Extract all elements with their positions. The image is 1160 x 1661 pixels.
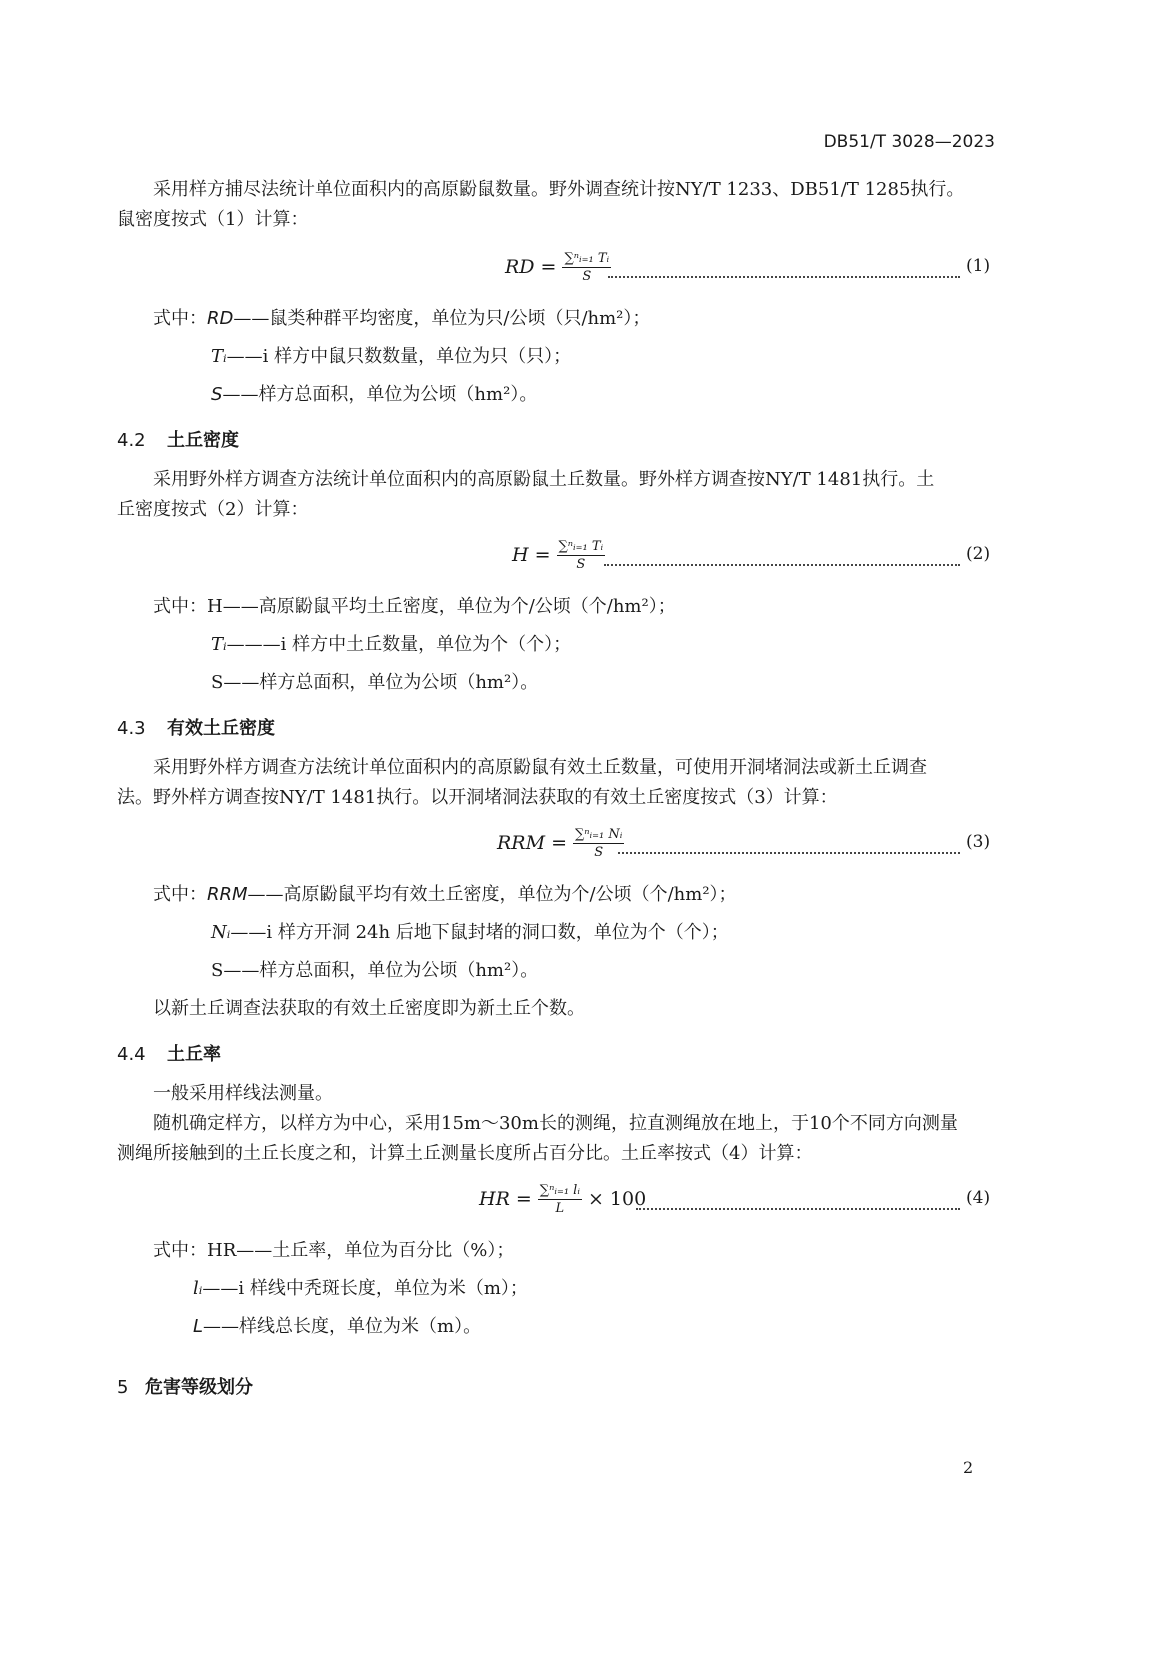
formula-3: RRM = $\frac{\text{∑ⁿᵢ₌₁ Nᵢ}}{S}$ (3): [497, 826, 991, 860]
formula-denominator: S: [582, 268, 592, 284]
formula-denominator: S: [594, 844, 604, 860]
formula-numerator: ∑ⁿᵢ₌₁ Nᵢ: [575, 826, 623, 842]
variable-definition: 式中：HR——土丘率，单位为百分比（%）；: [153, 1240, 515, 1261]
section-heading-4-3: 4.3 有效土丘密度: [117, 718, 275, 739]
formula-denominator: L: [555, 1200, 565, 1216]
variable-definition: S——样方总面积，单位为公顷（hm²）。: [211, 672, 539, 693]
variable-definition: lᵢ——i 样线中秃斑长度，单位为米（m）；: [193, 1278, 528, 1299]
formula-4: HR = $\frac{\text{∑ⁿᵢ₌₁ lᵢ}}{L}$ × 100 (4): [479, 1182, 991, 1216]
leader-dots: [618, 832, 960, 854]
section-heading-5: 5 危害等级划分: [117, 1377, 253, 1398]
variable-definition: 式中：RRM——高原鼢鼠平均有效土丘密度，单位为个/公顷（个/hm²）；: [153, 884, 737, 905]
paragraph-line: 采用野外样方调查方法统计单位面积内的高原鼢鼠有效土丘数量，可使用开洞堵洞法或新土丘调查: [153, 757, 927, 778]
variable-definition: 式中：RD——鼠类种群平均密度，单位为只/公顷（只/hm²）；: [153, 308, 651, 329]
paragraph-line: 测绳所接触到的土丘长度之和，计算土丘测量长度所占百分比。土丘率按式（4）计算：: [117, 1143, 813, 1164]
leader-dots: [604, 544, 960, 566]
formula-2: H = $\frac{\text{∑ⁿᵢ₌₁ Tᵢ}}{S}$ (2): [512, 538, 991, 572]
formula-lhs: RRM: [497, 832, 546, 854]
formula-lhs: H: [512, 544, 529, 566]
leader-dots: [636, 1188, 960, 1210]
formula-1: RD = $\frac{\text{∑ⁿᵢ₌₁ Tᵢ}}{S}$ (1): [505, 250, 991, 284]
formula-number: (4): [966, 1188, 991, 1208]
paragraph-line: 随机确定样方，以样方为中心，采用15m～30m长的测绳，拉直测绳放在地上，于10个不同方向测量: [153, 1113, 958, 1134]
formula-number: (1): [966, 256, 991, 276]
formula-multiplier: × 100: [587, 1188, 647, 1210]
variable-definition: S——样方总面积，单位为公顷（hm²）。: [211, 384, 538, 405]
formula-numerator: ∑ⁿᵢ₌₁ Tᵢ: [558, 538, 604, 554]
variable-definition: S——样方总面积，单位为公顷（hm²）。: [211, 960, 539, 981]
leader-dots: [608, 256, 960, 278]
paragraph-line: 鼠密度按式（1）计算：: [117, 209, 309, 230]
variable-definition: Tᵢ———i 样方中土丘数量，单位为个（个）；: [211, 634, 572, 655]
section-heading-4-2: 4.2 土丘密度: [117, 430, 239, 451]
variable-definition: L——样线总长度，单位为米（m）。: [193, 1316, 482, 1337]
formula-number: (3): [966, 832, 991, 852]
formula-number: (2): [966, 544, 991, 564]
formula-denominator: S: [576, 556, 586, 572]
formula-fraction: [562, 251, 611, 284]
paragraph-line: 采用样方捕尽法统计单位面积内的高原鼢鼠数量。野外调查统计按NY/T 1233、DB51/T 1285执行。: [153, 179, 965, 200]
formula-numerator: ∑ⁿᵢ₌₁ Tᵢ: [564, 250, 610, 266]
variable-definition: Nᵢ——i 样方开洞 24h 后地下鼠封堵的洞口数，单位为个（个）；: [211, 922, 729, 943]
paragraph-line: 一般采用样线法测量。: [153, 1083, 333, 1104]
formula-lhs: HR: [479, 1188, 510, 1210]
formula-lhs: RD: [505, 256, 535, 278]
paragraph-line: 采用野外样方调查方法统计单位面积内的高原鼢鼠土丘数量。野外样方调查按NY/T 1481执行。土: [153, 469, 935, 490]
paragraph-line: 法。野外样方调查按NY/T 1481执行。以开洞堵洞法获取的有效土丘密度按式（3）计算：: [117, 787, 838, 808]
section-heading-4-4: 4.4 土丘率: [117, 1044, 221, 1065]
formula-fraction: [573, 827, 624, 860]
variable-definition: Tᵢ——i 样方中鼠只数数量，单位为只（只）；: [211, 346, 572, 367]
variable-definition: 式中：H——高原鼢鼠平均土丘密度，单位为个/公顷（个/hm²）；: [153, 596, 676, 617]
paragraph-line: 以新土丘调查法获取的有效土丘密度即为新土丘个数。: [153, 998, 585, 1019]
paragraph-line: 丘密度按式（2）计算：: [117, 499, 309, 520]
formula-numerator: ∑ⁿᵢ₌₁ lᵢ: [539, 1182, 580, 1198]
formula-fraction: [538, 1183, 582, 1216]
document-code: DB51/T 3028—2023: [823, 132, 995, 152]
formula-fraction: [557, 539, 606, 572]
page-number: 2: [963, 1458, 974, 1477]
